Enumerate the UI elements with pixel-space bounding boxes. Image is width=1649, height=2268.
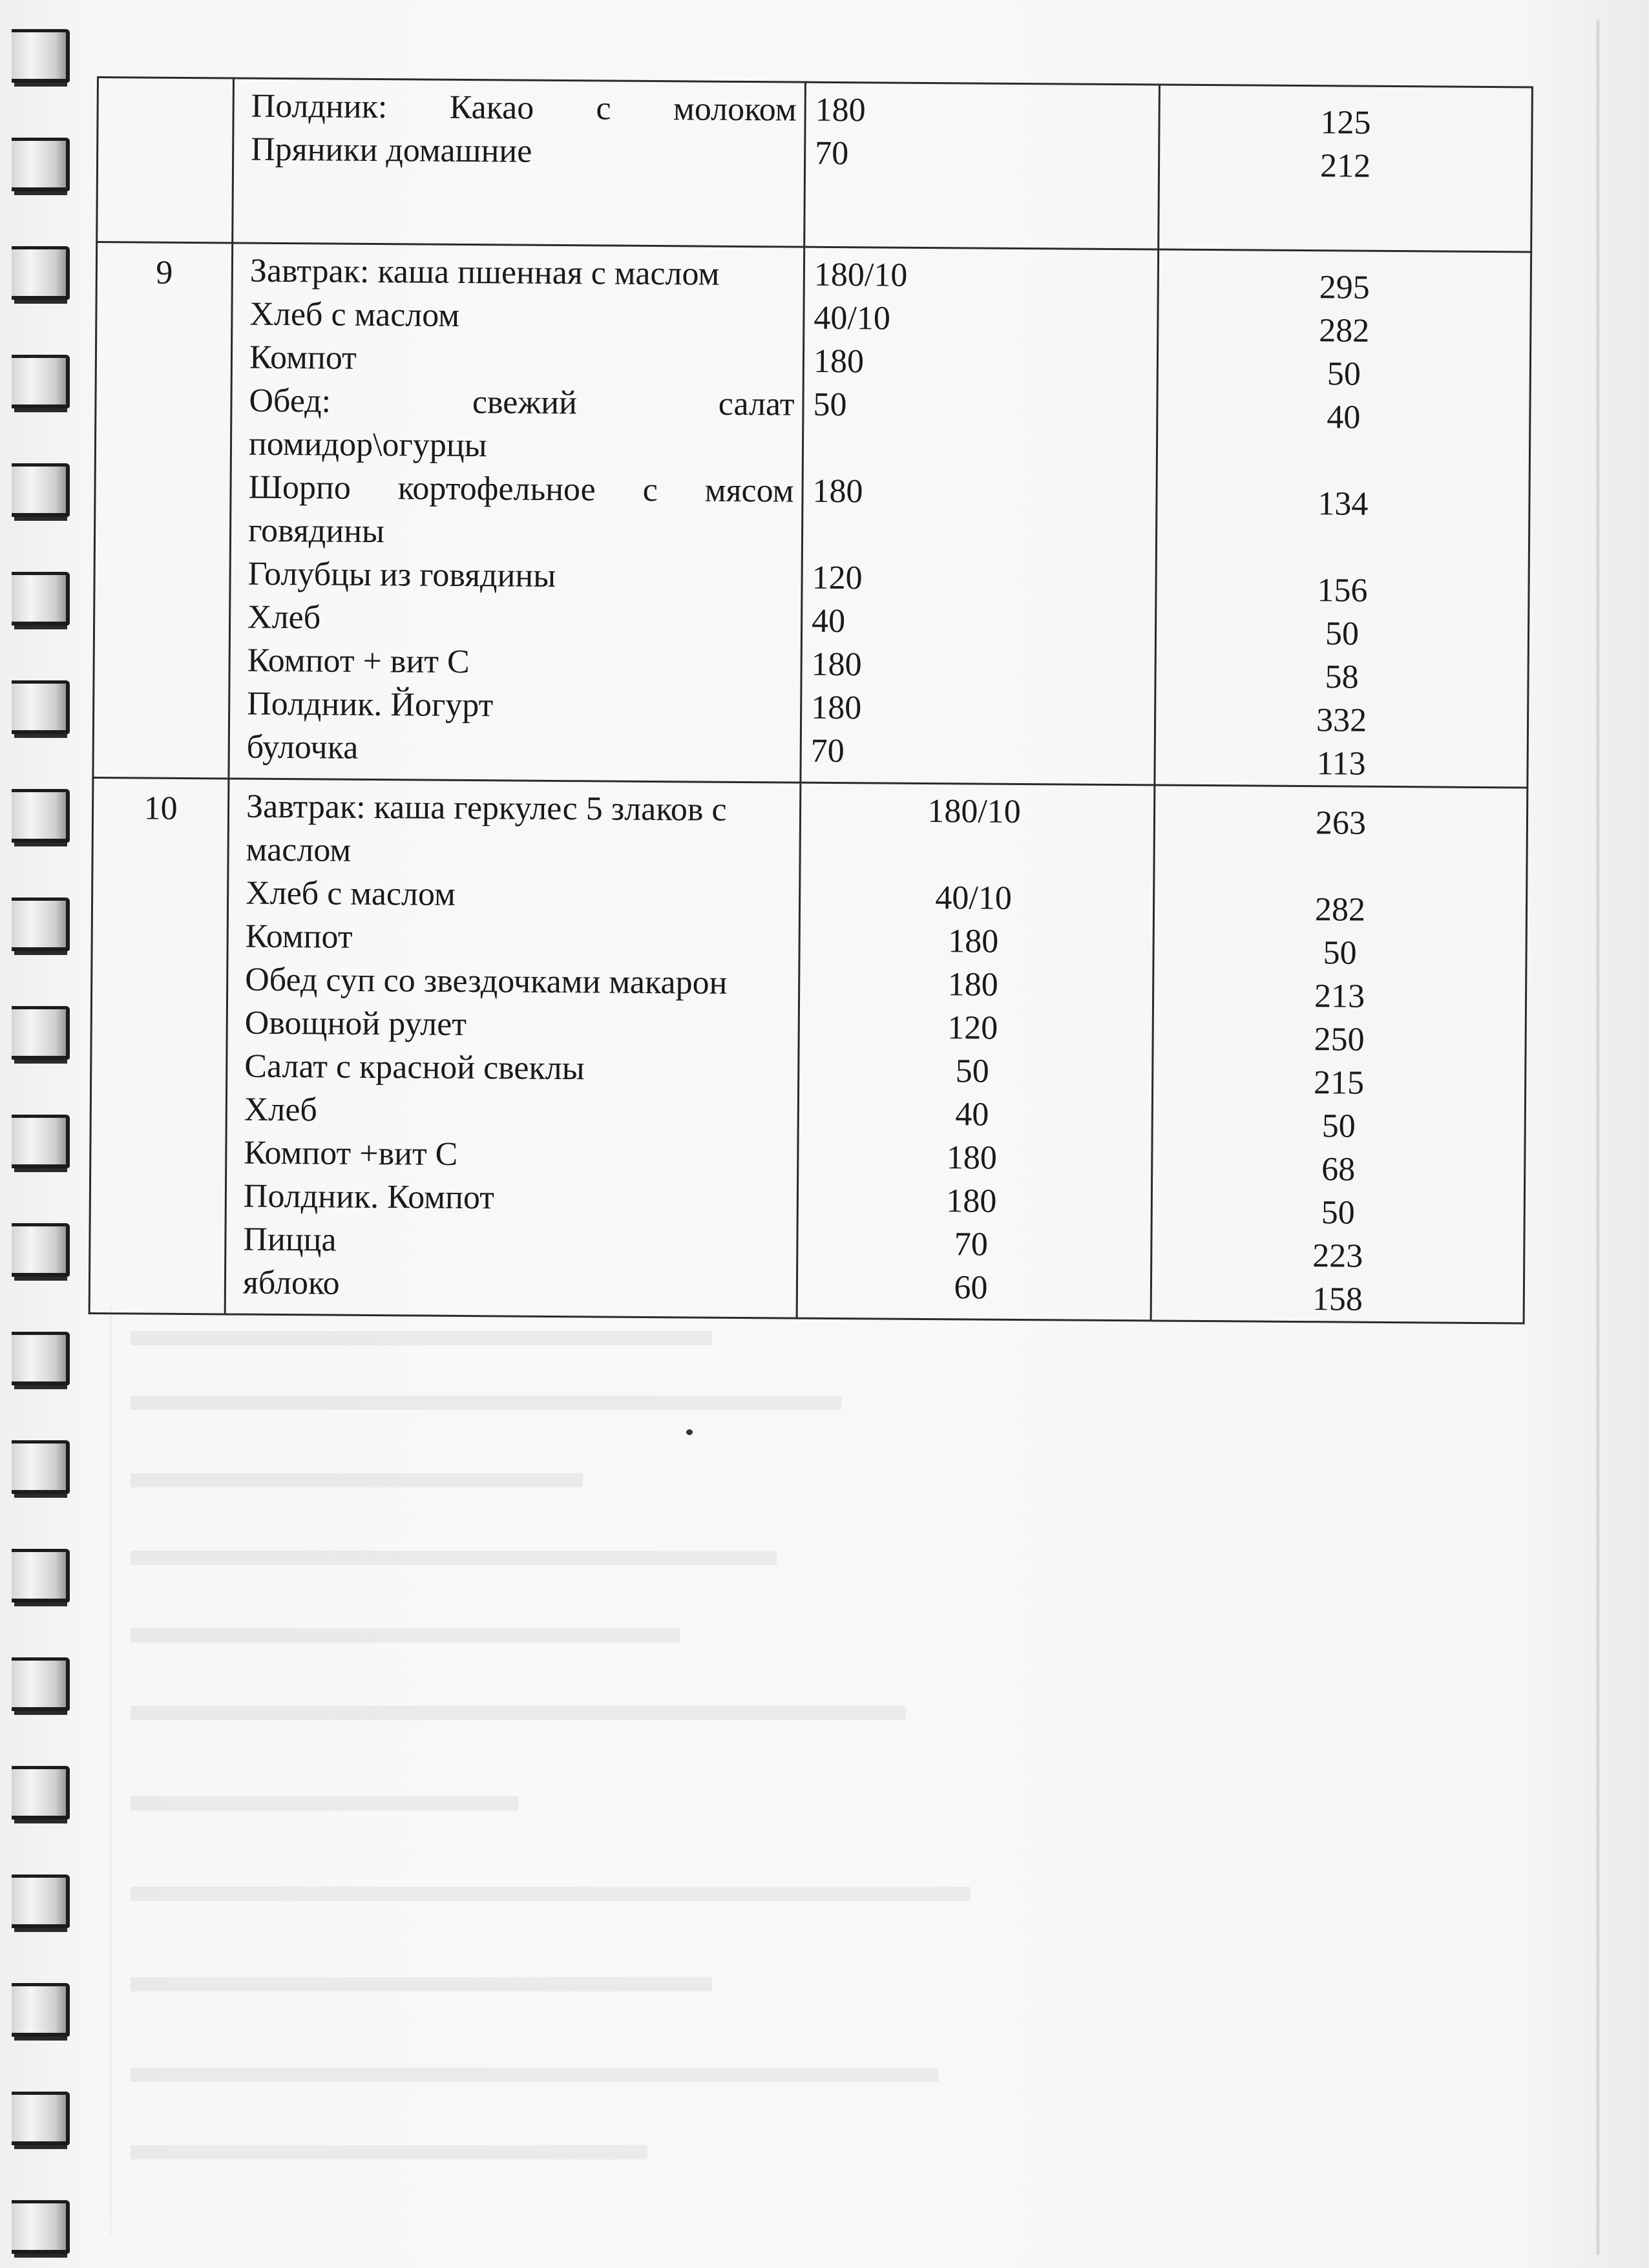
binding-ring (12, 1332, 70, 1385)
dish-line: Завтрак: каша пшенная с маслом (249, 252, 720, 293)
weight-value: 50 (813, 386, 847, 424)
dish-cell (233, 78, 806, 247)
dish-line (249, 379, 794, 426)
binding-ring (12, 2092, 70, 2145)
dish-line: яблоко (242, 1264, 340, 1302)
binding-ring (12, 1766, 70, 1820)
kcal-value: 50 (1321, 1194, 1355, 1232)
dish-line: маслом (246, 831, 352, 869)
dish-line: Полдник. Йогурт (247, 685, 494, 724)
kcal-value: 223 (1312, 1237, 1363, 1275)
dish-line: Хлеб (247, 598, 321, 636)
kcal-value: 263 (1315, 804, 1367, 842)
binding-ring (12, 1874, 70, 1928)
table-row (97, 78, 1533, 252)
binding-ring (12, 1006, 70, 1060)
weight-value: 60 (954, 1269, 988, 1307)
dish-word: с (642, 471, 658, 509)
weight-value: 180 (946, 1139, 998, 1177)
binding-ring (12, 2200, 70, 2254)
dish-word: с (596, 90, 611, 127)
page-edge-shadow (1596, 19, 1600, 2255)
spacer (812, 513, 1149, 559)
binding-ring (12, 1440, 70, 1494)
weight-cell (804, 82, 1160, 249)
dish-line: Компот + вит С (247, 642, 470, 681)
weight-value: 180 (947, 966, 998, 1003)
spacer (1157, 524, 1528, 570)
binding-ring (12, 138, 70, 191)
dish-line: булочка (246, 728, 359, 766)
binding-ring (12, 572, 70, 625)
weight-cell (797, 782, 1155, 1321)
dish-line: Компот (245, 918, 353, 956)
dish-line: Хлеб с маслом (245, 874, 456, 913)
day-number: 9 (156, 254, 173, 291)
spacer (801, 832, 1146, 878)
weight-value: 40 (811, 602, 846, 640)
dish-word: кортофельное (397, 470, 596, 509)
binding-ring (12, 1657, 70, 1711)
kcal-value: 282 (1314, 891, 1366, 929)
weight-value: 40 (955, 1096, 989, 1133)
day-number: 10 (143, 790, 178, 827)
dish-line: говядины (247, 512, 385, 551)
weight-value: 180/10 (927, 793, 1022, 831)
binding-ring (12, 680, 70, 734)
weight-value: 180 (812, 472, 863, 510)
weight-value: 180 (813, 342, 865, 381)
spacer (1155, 843, 1526, 889)
kcal-value: 113 (1316, 745, 1366, 782)
binding-ring (12, 355, 70, 408)
dish-line: Овощной рулет (244, 1004, 467, 1044)
dish-word: Обед: (249, 382, 331, 420)
dish-line: Салат с красной свеклы (244, 1047, 585, 1087)
kcal-value: 68 (1321, 1151, 1356, 1188)
weight-value: 180/10 (814, 256, 908, 294)
dish-line: Хлеб с маслом (249, 295, 460, 334)
weight-value: 120 (812, 559, 863, 597)
binding-ring (12, 463, 70, 517)
binding-ring (12, 789, 70, 843)
weight-value: 180 (811, 646, 862, 684)
speck (686, 1429, 693, 1435)
kcal-cell (1151, 785, 1528, 1323)
table-row (89, 777, 1528, 1323)
spacer (813, 426, 1150, 472)
kcal-value: 212 (1319, 147, 1371, 185)
dish-line: Пряники домашние (251, 131, 532, 170)
kcal-value: 282 (1319, 312, 1370, 350)
menu-table (89, 76, 1533, 1324)
binding-ring (12, 29, 70, 83)
dish-word: салат (718, 385, 795, 423)
dish-line: Компот (249, 339, 357, 377)
kcal-value: 58 (1325, 658, 1359, 696)
dish-line (251, 85, 796, 132)
dish-cell (225, 779, 801, 1318)
binding-ring (12, 1549, 70, 1602)
weight-value: 70 (810, 732, 845, 770)
dish-word: молоком (673, 90, 797, 129)
kcal-cell (1159, 85, 1533, 252)
kcal-value: 40 (1327, 399, 1361, 436)
kcal-value: 134 (1318, 485, 1369, 523)
weight-value: 40/10 (814, 299, 891, 337)
kcal-value: 250 (1314, 1021, 1365, 1058)
dish-line: Хлеб (244, 1091, 318, 1129)
day-number-cell (97, 78, 234, 243)
weight-value: 70 (814, 134, 849, 173)
spacer (1158, 437, 1529, 483)
day-number-cell (93, 242, 233, 779)
weight-value: 120 (947, 1009, 998, 1047)
binding-ring (12, 1223, 70, 1277)
weight-value: 40/10 (935, 879, 1013, 917)
kcal-value: 50 (1325, 615, 1360, 653)
dish-word: мясом (704, 472, 794, 510)
kcal-value: 332 (1316, 702, 1367, 739)
table-row (93, 242, 1531, 788)
dish-line: Завтрак: каша геркулес 5 злаков с (246, 788, 727, 828)
kcal-value: 125 (1320, 104, 1371, 142)
dish-cell (229, 243, 804, 782)
weight-cell (801, 247, 1159, 785)
weight-value: 180 (947, 923, 999, 960)
binding-ring (12, 1115, 70, 1168)
dish-line: Пицца (243, 1221, 337, 1259)
kcal-cell (1155, 249, 1531, 788)
kcal-value: 213 (1314, 978, 1365, 1015)
dish-word: Какао (449, 89, 534, 127)
binding-ring (12, 246, 70, 300)
kcal-value: 50 (1323, 934, 1357, 972)
kcal-value: 50 (1321, 1108, 1356, 1145)
dish-line (248, 466, 793, 513)
weight-value: 180 (815, 91, 866, 129)
day-number-cell (89, 777, 229, 1314)
weight-value: 70 (954, 1226, 989, 1263)
bleed-through-text (110, 1305, 1500, 2236)
kcal-value: 295 (1319, 269, 1370, 306)
spiral-binding (0, 0, 84, 2268)
weight-value: 180 (946, 1182, 997, 1220)
dish-line: Компот +вит С (244, 1134, 458, 1173)
dish-line: помидор\огурцы (248, 425, 487, 465)
weight-value: 50 (955, 1053, 989, 1090)
weight-value: 180 (811, 689, 862, 727)
dish-line: Полдник. Компот (243, 1177, 495, 1217)
binding-ring (12, 1983, 70, 2037)
binding-ring (12, 898, 70, 951)
dish-word: Полдник: (251, 87, 388, 126)
dish-word: свежий (472, 384, 578, 422)
kcal-value: 50 (1327, 355, 1361, 393)
kcal-value: 158 (1312, 1281, 1363, 1318)
dish-word: Шорпо (248, 468, 352, 507)
dish-line: Обед суп со звездочками макарон (245, 961, 728, 1002)
kcal-value: 215 (1313, 1064, 1365, 1102)
kcal-value: 156 (1317, 572, 1368, 609)
dish-line: Голубцы из говядины (247, 555, 556, 594)
